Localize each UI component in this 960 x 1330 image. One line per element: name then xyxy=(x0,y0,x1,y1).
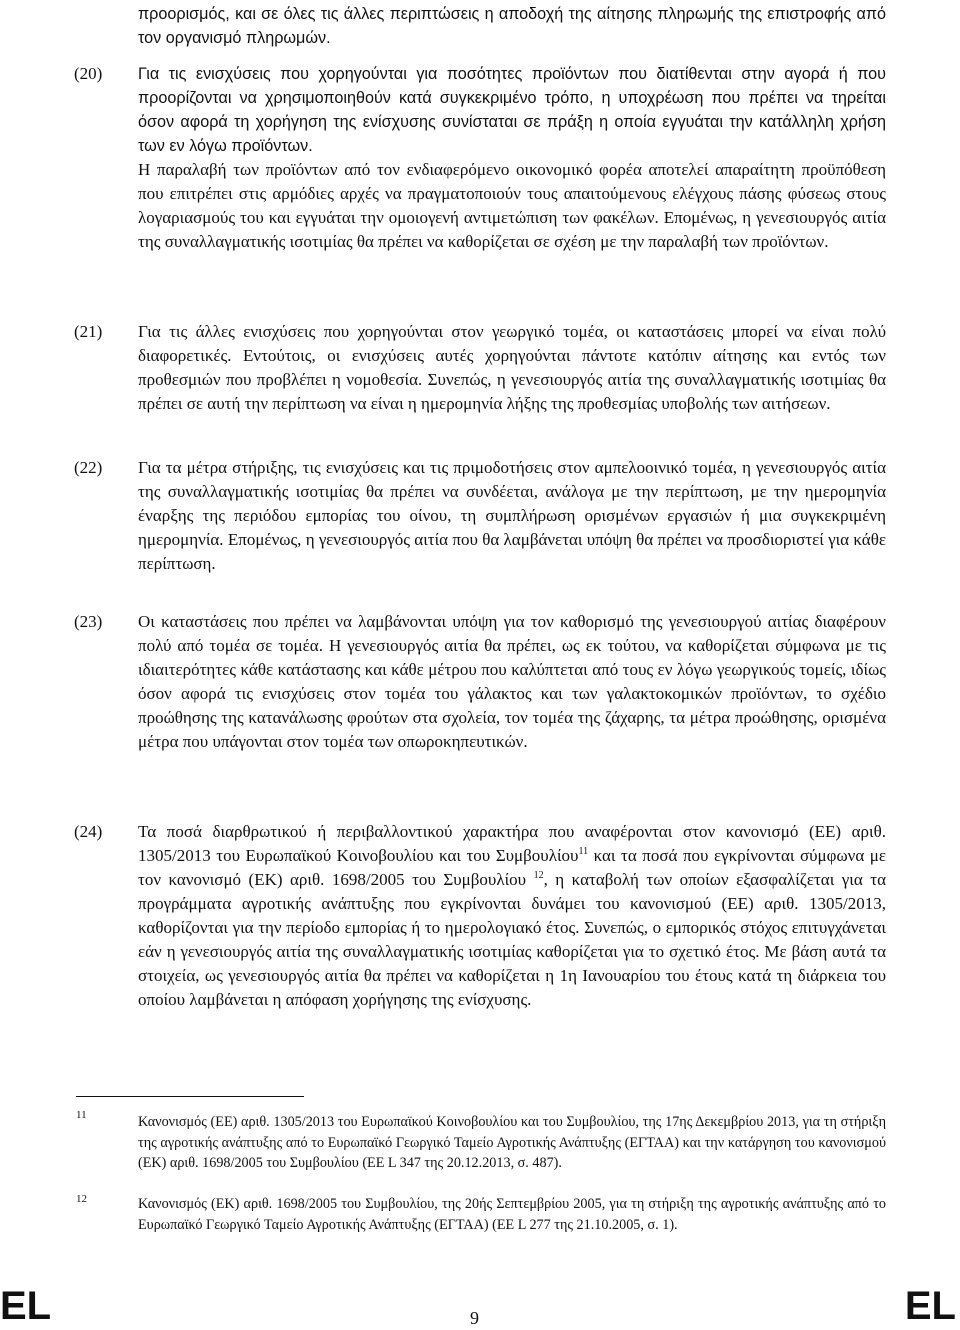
paragraph-24-part1: Τα ποσά διαρθρωτικού ή περιβαλλοντικού χαρακτήρα που αναφέρονται στον κανονισμό (ΕΕ) αριθ. 1305/2013 του Ευρωπαϊκού Κοινοβουλίου και του Συμβουλίου xyxy=(138,822,886,865)
footer-language-right: EL xyxy=(904,1284,956,1328)
page-number: 9 xyxy=(470,1308,479,1328)
footnote-ref-11[interactable]: 11 xyxy=(578,846,589,857)
paragraph-number-20: (20) xyxy=(74,64,103,83)
paragraph-20-sans: Για τις ενισχύσεις που χορηγούνται για ποσότητες προϊόντων που διατίθενται στην αγορά ή που προορίζονται να χρησιμοποιηθούν κατά συγκεκριμένο τρόπο, η υποχρέωση που πρέπει να τηρείται όσον αφορά τη χορήγηση της ενίσχυσης συνίσταται σε πράξη η οποία εγγυάται την κατάλληλη χρήση των εν λόγω προϊόντων. xyxy=(138,65,886,155)
paragraph-number-22: (22) xyxy=(74,458,103,477)
footnote-11: Κανονισμός (ΕΕ) αριθ. 1305/2013 του Ευρωπαϊκού Κοινοβουλίου και του Συμβουλίου, της 17ης Δεκεμβρίου 2013, για τη στήριξη της αγροτικής ανάπτυξης από το Ευρωπαϊκό Γεωργικό Ταμείο Αγροτικής Ανάπτυξης (ΕΓΤΑΑ) και την κατάργηση του κανονισμού (ΕΚ) αριθ. 1698/2005 του Συμβουλίου (ΕΕ L 347 της 20.12.2013, σ. 487). xyxy=(138,1114,886,1171)
paragraph-24-part2: και τα ποσά που εγκρίνονται σύμφωνα με τον κανονισμό (ΕΚ) αριθ. 1698/2005 του Συμβουλίου xyxy=(138,846,887,889)
paragraph-22: Για τα μέτρα στήριξης, τις ενισχύσεις και τις πριμοδοτήσεις στον αμπελοοινικό τομέα, η γενεσιουργός αιτία της συναλλαγματικής ισοτιμίας θα πρέπει να συνδέεται, ανάλογα με την περίπτωση, με την ημερομηνία έναρξης της περιόδου εμπορίας του οίνου, τη συμπλήρωση ορισμένων εργασιών ή μια συγκεκριμένη ημερομηνία. Επομένως, η γενεσιουργός αιτία που θα λαμβάνεται υπόψη θα πρέπει να προσδιοριστεί για κάθε περίπτωση. xyxy=(138,458,886,573)
paragraph-23: Οι καταστάσεις που πρέπει να λαμβάνονται υπόψη για τον καθορισμό της γενεσιουργού αιτίας διαφέρουν πολύ από τομέα σε τομέα. Η γενεσιουργός αιτία θα πρέπει, ως εκ τούτου, να καθορίζεται σύμφωνα με τις ιδιαιτερότητες κάθε κατάστασης και κάθε μέτρου που καλύπτεται από τους εν λόγω γεωργικούς τομείς, ιδίως όσον αφορά τις ενισχύσεις στον τομέα του γάλακτος και των γαλακτοκομικών προϊόντων, το σχέδιο προώθησης της κατανάλωσης φρούτων στα σχολεία, τον τομέα της ζάχαρης, τα μέτρα προώθησης, ορισμένα μέτρα που υπάγονται στον τομέα των οπωροκηπευτικών. xyxy=(138,612,886,751)
footnote-ref-12[interactable]: 12 xyxy=(533,870,544,881)
footer-language-left: EL xyxy=(0,1284,52,1328)
paragraph-24-part3: , η καταβολή των οποίων εξασφαλίζεται για τα προγράμματα αγροτικής ανάπτυξης που εγκρίνονται δυνάμει του κανονισμού (ΕΕ) αριθ. 1305/2013, καθορίζονται για την περίοδο εμπορίας ή το ημερολογιακό έτος. Συνεπώς, ο εμπορικός στόχος επιτυγχάνεται εάν η γενεσιουργός αιτία της συναλλαγματικής ισοτιμίας καθορίζεται για το σχετικό έτος. Με βάση αυτά τα στοιχεία, ως γενεσιουργός αιτία θα πρέπει να καθορίζεται η 1η Ιανουαρίου του έτους κατά τη διάρκεια του οποίου λαμβάνεται η απόφαση χορήγησης της ενίσχυσης. xyxy=(138,870,886,1009)
footnote-divider xyxy=(76,1096,304,1097)
paragraph-21: Για τις άλλες ενισχύσεις που χορηγούνται στον γεωργικό τομέα, οι καταστάσεις μπορεί να είναι πολύ διαφορετικές. Εντούτοις, οι ενισχύσεις αυτές χορηγούνται πάντοτε κατόπιν αίτησης και εντός των προθεσμιών που προβλέπει η νομοθεσία. Συνεπώς, η γενεσιουργός αιτία της συναλλαγματικής ισοτιμίας θα πρέπει σε αυτή την περίπτωση να είναι η ημερομηνία λήξης της προθεσμίας υποβολής των αιτήσεων. xyxy=(138,322,886,413)
footnote-12: Κανονισμός (ΕΚ) αριθ. 1698/2005 του Συμβουλίου, της 20ής Σεπτεμβρίου 2005, για τη στήριξη της αγροτικής ανάπτυξης από το Ευρωπαϊκό Γεωργικό Ταμείο Αγροτικής Ανάπτυξης (ΕΓΤΑΑ) (ΕΕ L 277 της 21.10.2005, σ. 1). xyxy=(138,1196,886,1233)
paragraph-24 xyxy=(138,820,886,1012)
paragraph-number-23: (23) xyxy=(74,612,103,631)
paragraph-number-24: (24) xyxy=(74,822,103,841)
paragraph-number-21: (21) xyxy=(74,322,103,341)
footnote-number-12: 12 xyxy=(76,1193,87,1205)
footnote-number-11: 11 xyxy=(76,1109,87,1121)
paragraph-20: Η παραλαβή των προϊόντων από τον ενδιαφερόμενο οικονομικό φορέα αποτελεί απαραίτητη προϋπόθεση που επιτρέπει στις αρμόδιες αρχές να πραγματοποιούν τους απαιτούμενους ελέγχους πάσης φύσεως στους λογαριασμούς του και εγγυάται την ομοιογενή αντιμετώπιση των φακέλων. Επομένως, η γενεσιουργός αιτία της συναλλαγματικής ισοτιμίας θα πρέπει να καθορίζεται σε σχέση με την παραλαβή των προϊόντων. xyxy=(138,160,886,251)
paragraph-continuation: προορισμός, και σε όλες τις άλλες περιπτώσεις η αποδοχή της αίτησης πληρωμής της επιστροφής από τον οργανισμό πληρωμών. xyxy=(138,5,886,47)
